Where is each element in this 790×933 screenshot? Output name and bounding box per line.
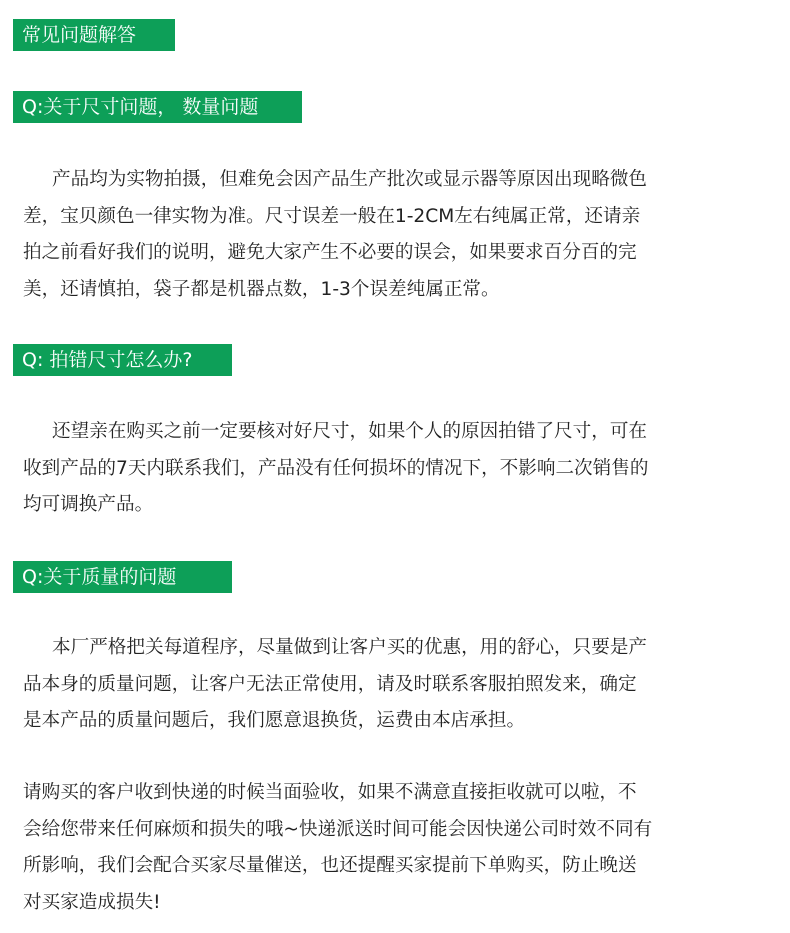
text-line: 产品均为实物拍摄，但难免会因产品生产批次或显示器等原因出现略微色 — [52, 169, 648, 190]
text-line: 是本产品的质量问题后，我们愿意退换货，运费由本店承担。 — [23, 710, 526, 731]
text-line: 会给您带来任何麻烦和损失的哦~快递派送时间可能会因快递公司时效不同有 — [23, 818, 653, 840]
section-heading-size-quantity: Q:关于尺寸问题， 数量问题 — [13, 91, 302, 123]
text-line: 对买家造成损失! — [23, 891, 161, 913]
text-line: 拍之前看好我们的说明，避免大家产生不必要的误会，如果要求百分百的完 — [23, 242, 637, 263]
text-line: 本厂严格把关每道程序，尽量做到让客户买的优惠，用的舒心，只要是产 — [52, 637, 648, 658]
text-line: 均可调换产品。 — [23, 494, 154, 515]
section-body-quality — [23, 630, 767, 740]
section-body-size-quantity — [23, 162, 767, 308]
text-line: 差，宝贝颜色一律实物为准。尺寸误差一般在1-2CM左右纯属正常，还请亲 — [23, 205, 641, 227]
page-title: 常见问题解答 — [13, 19, 175, 51]
text-line: 美，还请慎拍，袋子都是机器点数，1-3个误差纯属正常。 — [23, 278, 500, 300]
text-line: 所影响，我们会配合买家尽量催送，也还提醒买家提前下单购买，防止晚送 — [23, 855, 637, 876]
section-heading-quality: Q:关于质量的问题 — [13, 561, 232, 593]
closing-paragraph — [23, 775, 767, 921]
text-line: 还望亲在购买之前一定要核对好尺寸，如果个人的原因拍错了尺寸，可在 — [52, 421, 648, 442]
text-line: 品本身的质量问题，让客户无法正常使用，请及时联系客服拍照发来，确定 — [23, 673, 637, 695]
text-line: 收到产品的7天内联系我们，产品没有任何损坏的情况下，不影响二次销售的 — [23, 457, 649, 479]
section-body-wrong-size — [23, 414, 767, 524]
section-heading-wrong-size: Q: 拍错尺寸怎么办? — [13, 344, 232, 376]
text-line: 请购买的客户收到快递的时候当面验收，如果不满意直接拒收就可以啦，不 — [23, 782, 637, 803]
